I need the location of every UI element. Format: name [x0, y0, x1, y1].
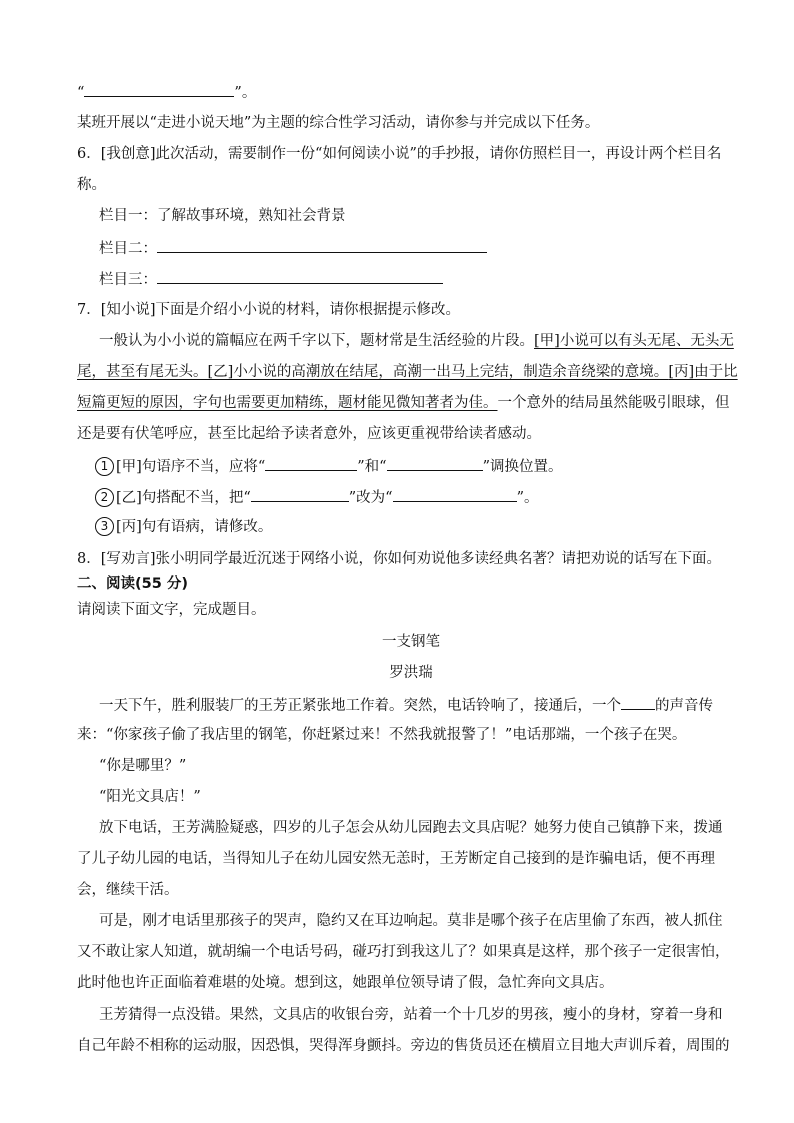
story-line: “阳光文具店！”	[99, 789, 201, 805]
reading-instruction: 请阅读下面文字，完成题目。	[77, 602, 266, 618]
subtask-3	[95, 516, 272, 538]
subtask-2-blank-b[interactable]	[393, 485, 517, 502]
open-quote: “	[77, 85, 85, 101]
story-line: 来：“你家孩子偷了我店里的钢笔，你赶紧过来！不然我就报警了！”电话那端，一个孩子在哭。	[77, 727, 687, 743]
story-author: 罗洪瑞	[389, 665, 433, 681]
answer-blank[interactable]	[84, 80, 234, 97]
activity-intro: 某班开展以“走进小说天地”为主题的综合性学习活动，请你参与并完成以下任务。	[77, 115, 600, 131]
subtask-text: ”。	[516, 490, 539, 506]
story-line: 会，继续干活。	[77, 882, 179, 898]
passage-line-4: 还是要有伏笔呼应，甚至比起给予读者意外，应该更重视带给读者感动。	[77, 426, 541, 442]
story-blank[interactable]	[621, 693, 655, 710]
story-line: 可是，刚才电话里那孩子的哭声，隐约又在耳边响起。莫非是哪个孩子在店里偷了东西，被人抓住	[99, 913, 723, 929]
question-7: 7．[知小说]下面是介绍小小说的材料，请你根据提示修改。	[77, 302, 461, 318]
subtask-text: ”和“	[357, 459, 387, 475]
answer-line-quote	[77, 80, 256, 104]
story-line	[99, 693, 713, 717]
underlined-bing-cont: 短篇更短的原因，字句也需要更加精练，题材能见微知著者为佳。	[77, 395, 498, 411]
question-6: 6．[我创意]此次活动，需要制作一份“如何阅读小说”的手抄报，请你仿照栏目一，再设计两个栏目名	[77, 146, 722, 162]
subtask-1	[95, 454, 562, 478]
story-line: 了儿子幼儿园的电话，当得知儿子在幼儿园安然无恙时，王芳断定自己接到的是诈骗电话，便不再理	[77, 851, 715, 867]
column-two	[99, 236, 487, 260]
passage-text: 一般认为小小说的篇幅应在两千字以下，题材常是生活经验的片段。	[99, 333, 534, 349]
subtask-1-blank-b[interactable]	[387, 454, 483, 471]
subtask-text: [乙]句搭配不当，把“	[116, 490, 251, 506]
story-text: 一天下午，胜利服装厂的王芳正紧张地工作着。突然，电话铃响了，接通后，一个	[99, 698, 621, 714]
story-text: 的声音传	[655, 698, 713, 714]
column-two-label: 栏目二：	[99, 241, 157, 257]
story-line: 此时他也许正面临着难堪的处境。想到这，她跟单位领导请了假，急忙奔向文具店。	[77, 975, 614, 991]
underlined-bing: [丙]由于比	[668, 364, 738, 380]
passage-text: 一个意外的结局虽然能吸引眼球，但	[497, 395, 730, 411]
underlined-jia-cont: 尾，甚至有尾无头。	[77, 364, 208, 380]
underlined-jia: [甲]小说可以有头无尾、无头无	[534, 333, 734, 349]
column-two-blank[interactable]	[157, 236, 487, 253]
column-three-label: 栏目三：	[99, 272, 157, 288]
subtask-1-blank-a[interactable]	[265, 454, 357, 471]
passage-line-3	[77, 392, 730, 414]
question-6-cont: 称。	[77, 177, 106, 193]
circled-number: 1	[95, 457, 114, 476]
story-line: 自己年龄不相称的运动服，因恐惧，哭得浑身颤抖。旁边的售货员还在横眉立目地大声训斥着，周围的	[77, 1038, 730, 1054]
passage-line-1	[99, 330, 734, 352]
underlined-yi: [乙]小小说的高潮放在结尾，高潮一出马上完结，制造余音绕梁的意境。	[207, 364, 669, 380]
passage-line-2	[77, 361, 738, 383]
subtask-text: [丙]句有语病，请修改。	[116, 519, 273, 535]
column-three	[99, 267, 443, 291]
column-three-blank[interactable]	[157, 267, 443, 284]
close-quote: ”。	[234, 85, 257, 101]
circled-number: 3	[95, 517, 114, 536]
story-line: 又不敢让家人知道，就胡编一个电话号码，碰巧打到我这儿了？如果真是这样，那个孩子一定很害怕，	[77, 944, 730, 960]
subtask-2	[95, 485, 538, 509]
question-8: 8．[写劝言]张小明同学最近沉迷于网络小说，你如何劝说他多读经典名著？请把劝说的话写在下面。	[77, 551, 722, 567]
subtask-text: [甲]句语序不当，应将“	[116, 459, 266, 475]
story-line: 王芳猜得一点没错。果然，文具店的收银台旁，站着一个十几岁的男孩，瘦小的身材，穿着一身和	[99, 1007, 723, 1023]
circled-number: 2	[95, 488, 114, 507]
subtask-2-blank-a[interactable]	[251, 485, 349, 502]
section-heading-reading: 二、阅读(55 分)	[77, 576, 188, 592]
story-title: 一支钢笔	[382, 634, 440, 650]
column-one: 栏目一：了解故事环境，熟知社会背景	[99, 208, 346, 224]
story-line: “你是哪里？”	[99, 758, 187, 774]
subtask-text: ”调换位置。	[482, 459, 563, 475]
subtask-text: ”改为“	[348, 490, 393, 506]
story-line: 放下电话，王芳满脸疑惑，四岁的儿子怎会从幼儿园跑去文具店呢？她努力使自己镇静下来，拨通	[99, 820, 723, 836]
